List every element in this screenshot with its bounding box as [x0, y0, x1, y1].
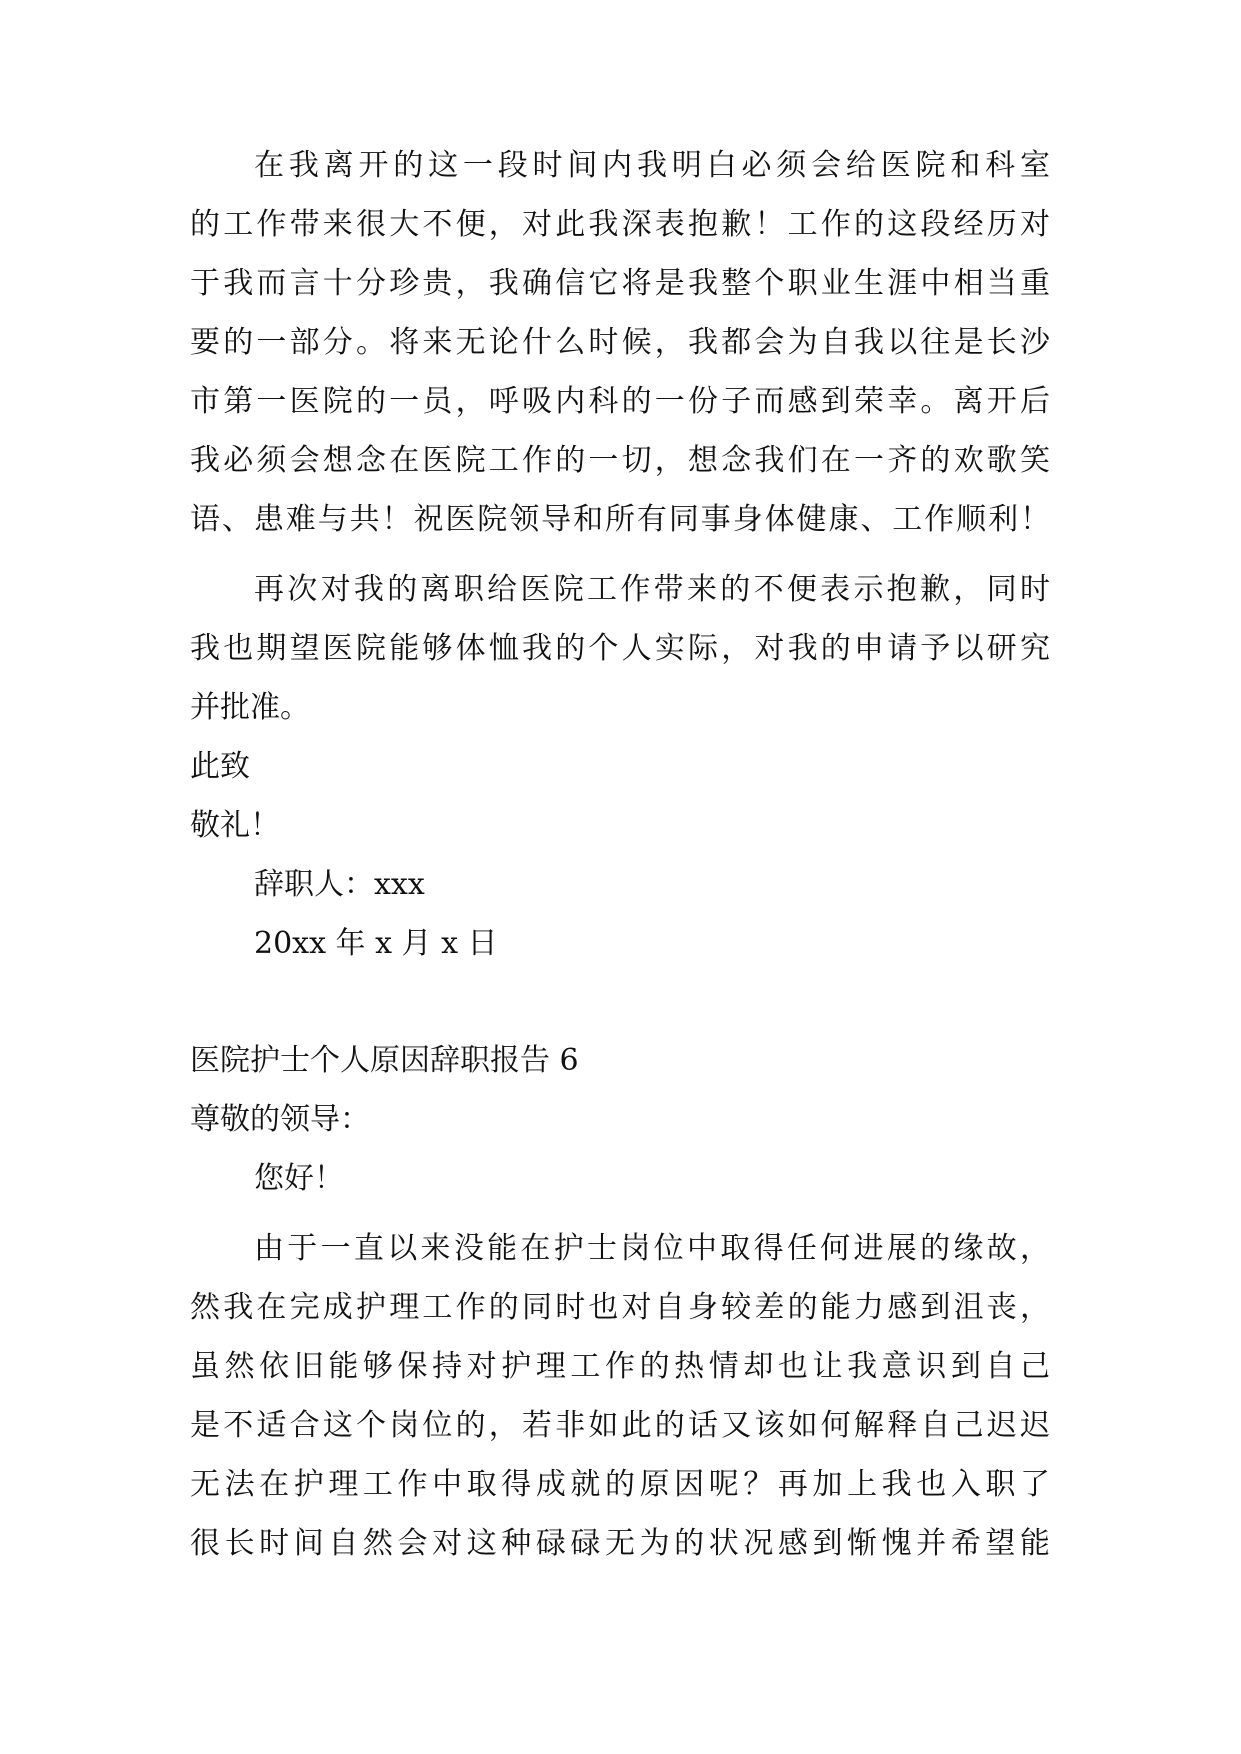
s1-para2-line-3: 并批准。: [190, 690, 310, 725]
s2-para1-line-2: 然我在完成护理工作的同时也对自身较差的能力感到沮丧，: [190, 1290, 1050, 1325]
s1-para1-line-6: 我必须会想念在医院工作的一切，想念我们在一齐的欢歌笑: [190, 443, 1050, 478]
s2-para1-line-1: 由于一直以来没能在护士岗位中取得任何进展的缘故，: [254, 1231, 1050, 1266]
salutation: 尊敬的领导：: [190, 1102, 370, 1137]
closing-jingli: 敬礼！: [190, 808, 280, 843]
s1-para1-line-5: 市第一医院的一员，呼吸内科的一份子而感到荣幸。离开后: [190, 384, 1050, 419]
date: 20xx 年 x 月 x 日: [254, 926, 498, 961]
s1-para1-line-7: 语、患难与共！祝医院领导和所有同事身体健康、工作顺利！: [190, 502, 1050, 537]
s1-para1-line-3: 于我而言十分珍贵，我确信它将是我整个职业生涯中相当重: [190, 266, 1050, 301]
s1-para2-line-2: 我也期望医院能够体恤我的个人实际，对我的申请予以研究: [190, 631, 1050, 666]
s2-para1-line-6: 很长时间自然会对这种碌碌无为的状况感到惭愧并希望能: [190, 1526, 1050, 1561]
s1-para2-line-1: 再次对我的离职给医院工作带来的不便表示抱歉，同时: [254, 572, 1050, 607]
s1-para1-line-2: 的工作带来很大不便，对此我深表抱歉！工作的这段经历对: [190, 207, 1050, 242]
greeting: 您好！: [254, 1161, 344, 1196]
s1-para1-line-4: 要的一部分。将来无论什么时候，我都会为自我以往是长沙: [190, 325, 1050, 360]
s2-para1-line-4: 是不适合这个岗位的，若非如此的话又该如何解释自己迟迟: [190, 1408, 1050, 1443]
signer: 辞职人：xxx: [254, 867, 425, 902]
closing-cizhi: 此致: [190, 749, 250, 784]
s2-para1-line-5: 无法在护理工作中取得成就的原因呢？再加上我也入职了: [190, 1467, 1050, 1502]
section-title: 医院护士个人原因辞职报告 6: [190, 1043, 579, 1078]
s1-para1-line-1: 在我离开的这一段时间内我明白必须会给医院和科室: [254, 148, 1050, 183]
s2-para1-line-3: 虽然依旧能够保持对护理工作的热情却也让我意识到自己: [190, 1349, 1050, 1384]
